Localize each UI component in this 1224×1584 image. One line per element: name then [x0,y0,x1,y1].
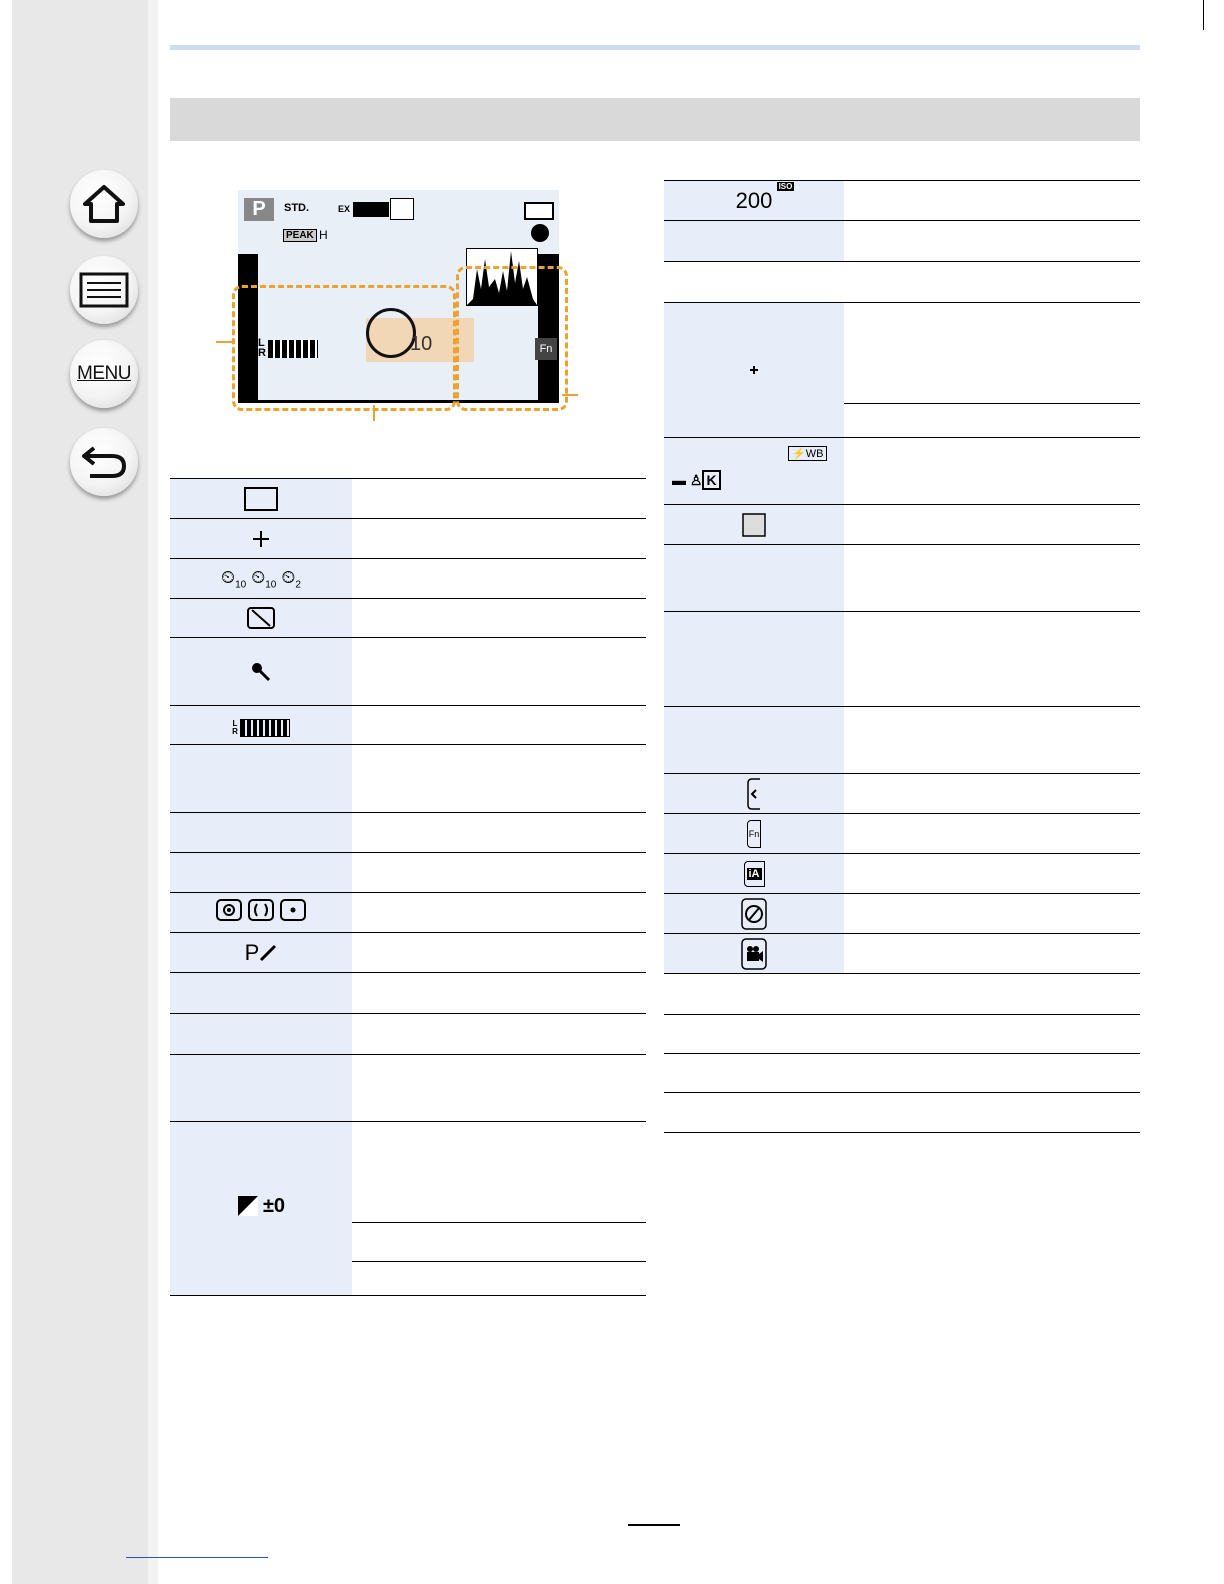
metering-mode-icons [216,899,306,921]
program-shift-icon [245,940,278,965]
spot-metering-target-icon [251,529,271,549]
table-row [664,545,1140,612]
back-button[interactable] [70,428,138,496]
menu-button[interactable] [70,340,138,408]
row-icon-cell [664,545,844,612]
row-icon-cell [664,505,844,545]
section-title-band [170,98,1140,141]
table-row [170,638,646,706]
row-icon-cell [664,894,844,934]
table-row [170,599,646,638]
sidebar-shadow [148,0,158,1584]
side-tab-icon [747,778,761,810]
side-tab-fn: Fn [535,338,557,360]
kelvin-label: K [702,470,720,490]
mic-right-label: R [258,347,266,359]
return-icon [80,442,128,482]
table-row [664,221,1140,262]
exposure-comp-icon [237,1195,285,1218]
right-reference-table [664,180,1140,1133]
footer-link-underline[interactable] [126,1557,268,1558]
table-row [170,1055,646,1122]
mic-r-label: R [232,727,238,736]
table-row [170,1122,646,1296]
callout-line-right [562,394,578,396]
table-row [170,479,646,519]
table-row [170,745,646,813]
table-row [664,262,1140,303]
mic-icon [249,660,273,684]
left-reference-table [170,478,646,1296]
row-icon-cell [664,438,844,505]
table-row [664,181,1140,221]
table-row [170,853,646,893]
row-icon-cell [170,559,352,599]
page-number-underline [628,1524,680,1526]
aspect-ratio-icon [353,202,389,217]
iso-label: ISO [778,181,793,191]
callout-region-left [232,285,456,411]
row-icon-cell [170,1055,352,1122]
multiple-metering-icon [216,899,242,921]
ex-tele-label: EX [338,204,351,214]
table-row [170,893,646,933]
table-row [664,854,1140,894]
table-row [170,1014,646,1055]
home-button[interactable] [70,170,138,238]
row-icon-cell [170,706,352,745]
row-icon-cell [170,1014,352,1055]
af-area-icon [243,486,279,512]
table-row [664,303,1140,438]
table-row [170,706,646,745]
wb-icons: ▬ ♙ K [672,472,721,489]
timer-b-label: 10 [265,579,277,591]
row-icon-cell [664,221,844,262]
row-icon-cell [170,853,352,893]
row-icon-cell [170,933,352,973]
iso-value: 200 [735,187,773,213]
table-row [170,519,646,559]
mode-badge: P [244,198,274,221]
table-row [664,814,1140,854]
crop-mark [1203,0,1204,30]
white-balance-box-icon [742,513,766,537]
row-icon-cell [664,934,844,974]
sidebar [12,0,158,1584]
table-row [170,813,646,853]
table-row [664,774,1140,814]
silent-mode-icon [246,606,276,630]
row-icon-cell [664,774,844,814]
battery-icon [524,202,554,220]
callout-region-right [456,266,568,411]
table-row [664,894,1140,934]
picture-size-icon [390,198,414,220]
menu-label: MENU [77,363,131,384]
table-row [664,974,1140,1015]
table-row [664,1093,1140,1133]
self-timer-icons: $⏲_{10}$ $⏲_{10}$ $⏲_2$ [221,566,301,591]
row-icon-cell [170,638,352,706]
table-row [664,934,1140,974]
row-icon-cell [170,973,352,1014]
table-row [170,933,646,973]
row-icon-cell [170,893,352,933]
center-weighted-icon [248,899,274,921]
af-target-icon [749,365,759,375]
timer-c-label: 2 [295,579,301,591]
table-row [664,438,1140,505]
list-icon [79,272,129,308]
table-row [170,973,646,1014]
row-icon-cell [664,854,844,894]
wb-label: WB [805,448,824,460]
timer-a-label: 10 [235,579,247,591]
mic-level-icon [232,719,290,737]
table-row [664,505,1140,545]
creative-control-tab-icon [741,898,767,930]
exposure-comp-symbol [237,1195,259,1217]
callout-line-bottom [373,405,375,421]
row-icon-cell [664,707,844,774]
peaking-label: PEAK [283,229,317,242]
home-icon [81,184,127,224]
intelligent-auto-tab-icon [744,861,765,887]
row-icon-cell [664,181,844,221]
callout-line-left [216,341,232,343]
photo-style-icon: STD. [284,202,310,214]
exposure-comp-value: ±0 [262,1194,286,1217]
row-icon-cell [664,303,844,438]
table-row [664,1015,1140,1054]
mic-left-label: L [258,337,265,349]
peaking-level: H [319,228,328,242]
self-timer-value: 10 [410,333,433,355]
row-icon-cell [170,813,352,853]
iso-icon [735,181,793,213]
table-row [664,707,1140,774]
program-shift-letter: P [244,939,260,965]
row-icon-cell [664,612,844,707]
mic-l-label: L [232,719,238,728]
recording-state-icon [531,224,549,242]
spot-metering-icon [280,899,306,921]
contents-button[interactable] [70,256,138,324]
table-row [170,559,646,599]
row-icon-cell [170,599,352,638]
wb-flash-icon: ⚡WB [788,446,827,461]
row-icon-cell [170,745,352,813]
row-icon-cell [170,1122,352,1296]
shift-arrow-icon [259,944,277,962]
row-icon-cell [170,479,352,519]
fn-tab-icon: Fn [747,820,762,848]
row-icon-cell [664,814,844,854]
movie-tab-icon [741,938,767,970]
table-row [664,612,1140,707]
header-rule [170,45,1140,50]
ia-label: iA [748,867,760,880]
table-row [664,1054,1140,1093]
row-icon-cell [170,519,352,559]
